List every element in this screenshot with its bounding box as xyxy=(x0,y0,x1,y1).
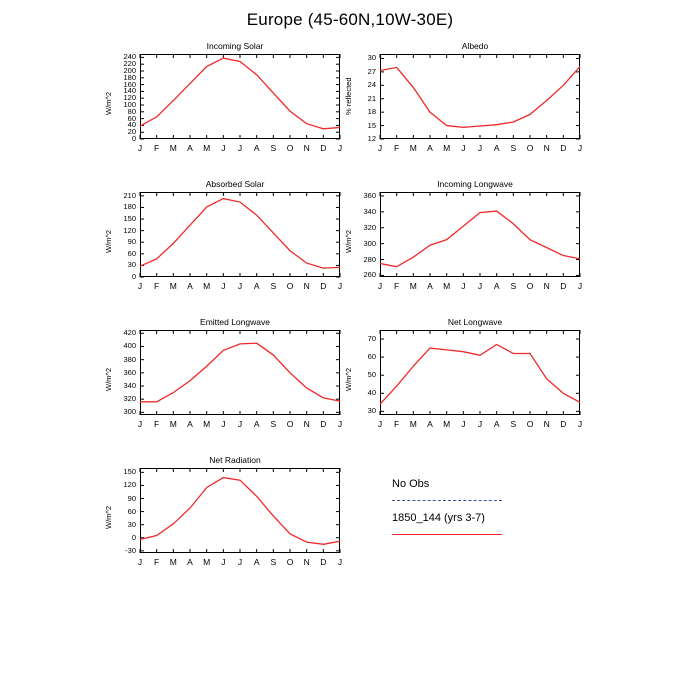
x-axis-tick-label: J xyxy=(221,143,226,153)
y-axis-tick-label: 240 xyxy=(123,52,136,62)
x-axis-tick-label: O xyxy=(286,419,294,429)
x-axis-tick-label: M xyxy=(409,419,417,429)
data-series-line xyxy=(380,211,580,267)
y-axis-tick-label: 200 xyxy=(123,66,136,75)
x-axis-tick-label: J xyxy=(577,281,583,291)
y-axis-tick-label: 210 xyxy=(123,190,136,200)
data-series-line xyxy=(140,199,340,269)
y-axis-tick-label: 60 xyxy=(127,506,136,516)
y-axis-tick-label: 20 xyxy=(127,127,136,137)
x-axis-tick-label: A xyxy=(427,281,433,291)
x-axis-tick-label: J xyxy=(337,419,343,429)
x-axis-tick-label: F xyxy=(154,281,160,291)
y-axis-tick-label: 15 xyxy=(367,120,376,130)
x-axis-tick-label: J xyxy=(237,419,243,429)
x-axis-tick-label: J xyxy=(237,557,243,567)
y-axis-tick-label: 18 xyxy=(367,107,376,117)
legend-label: No Obs xyxy=(392,478,430,490)
x-axis-tick-label: A xyxy=(253,281,260,291)
x-axis-tick-label: F xyxy=(154,557,160,567)
x-axis-tick-label: N xyxy=(303,281,310,291)
y-axis-tick-label: 90 xyxy=(127,493,136,503)
y-axis-label: W/m^2 xyxy=(104,91,113,115)
y-axis-tick-label: 280 xyxy=(363,254,376,264)
y-axis-tick-label: 340 xyxy=(363,206,376,216)
y-axis-tick-label: 400 xyxy=(123,341,136,351)
x-axis-tick-label: S xyxy=(270,557,277,567)
x-axis-tick-label: D xyxy=(320,419,327,429)
x-axis-tick-label: M xyxy=(169,557,177,567)
y-axis-tick-label: 140 xyxy=(123,86,136,96)
x-axis-tick-label: F xyxy=(394,419,400,429)
x-axis-tick-label: O xyxy=(286,281,294,291)
x-axis-tick-label: M xyxy=(169,143,177,153)
y-axis-tick-label: 220 xyxy=(123,59,136,69)
y-axis-tick-label: 150 xyxy=(123,214,136,224)
x-axis-tick-label: O xyxy=(526,281,534,291)
y-axis-label: W/m^2 xyxy=(104,229,113,253)
y-axis-tick-label: 60 xyxy=(127,113,136,123)
data-series-line xyxy=(380,67,580,128)
legend-line-dashed xyxy=(392,500,502,501)
chart-panel-emitted-longwave xyxy=(104,317,343,433)
x-axis-tick-label: J xyxy=(377,419,383,429)
chart-title: Absorbed Solar xyxy=(205,179,265,189)
x-axis-tick-label: J xyxy=(577,419,583,429)
x-axis-tick-label: J xyxy=(461,419,466,429)
y-axis-tick-label: 90 xyxy=(127,237,136,247)
y-axis-tick-label: 40 xyxy=(127,120,136,130)
chart-svg xyxy=(130,456,340,571)
x-axis-tick-label: D xyxy=(560,281,567,291)
y-axis-tick-label: 420 xyxy=(123,328,136,338)
chart-panel-net-radiation xyxy=(104,455,343,571)
x-axis-tick-label: J xyxy=(377,281,383,291)
x-axis-tick-label: D xyxy=(320,281,327,291)
chart-svg xyxy=(370,318,580,433)
x-axis-tick-label: A xyxy=(493,143,500,153)
y-axis-tick-label: 300 xyxy=(123,407,136,417)
x-axis-tick-label: N xyxy=(543,281,550,291)
chart-svg xyxy=(370,180,580,295)
y-axis-label: W/m^2 xyxy=(344,229,353,253)
legend xyxy=(392,478,532,546)
x-axis-tick-label: J xyxy=(477,419,483,429)
x-axis-tick-label: J xyxy=(337,281,343,291)
x-axis-tick-label: A xyxy=(187,281,193,291)
y-axis-tick-label: 40 xyxy=(367,388,376,398)
x-axis-tick-label: O xyxy=(526,143,534,153)
x-axis-tick-label: J xyxy=(237,143,243,153)
y-axis-tick-label: 180 xyxy=(123,72,136,82)
x-axis-tick-label: O xyxy=(286,143,294,153)
chart-svg xyxy=(370,42,580,157)
x-axis-tick-label: J xyxy=(221,419,226,429)
x-axis-tick-label: A xyxy=(187,419,193,429)
x-axis-tick-label: J xyxy=(137,281,143,291)
chart-title: Net Radiation xyxy=(209,455,261,465)
data-series-line xyxy=(380,344,580,404)
y-axis-label: W/m^2 xyxy=(344,367,353,391)
x-axis-tick-label: N xyxy=(303,419,310,429)
chart-title: Albedo xyxy=(461,41,489,51)
x-axis-tick-label: N xyxy=(303,557,310,567)
x-axis-tick-label: M xyxy=(409,143,417,153)
x-axis-tick-label: M xyxy=(443,281,451,291)
y-axis-tick-label: 12 xyxy=(367,134,376,143)
x-axis-tick-label: J xyxy=(377,143,383,153)
x-axis-tick-label: D xyxy=(320,143,327,153)
y-axis-tick-label: 100 xyxy=(123,100,136,109)
y-axis-tick-label: 120 xyxy=(123,93,136,103)
x-axis-tick-label: J xyxy=(137,419,143,429)
y-axis-tick-label: 70 xyxy=(367,334,376,344)
y-axis-tick-label: 340 xyxy=(123,381,136,390)
chart-panel-incoming-solar xyxy=(104,41,343,157)
y-axis-tick-label: 50 xyxy=(367,370,376,380)
x-axis-tick-label: A xyxy=(493,419,500,429)
x-axis-tick-label: J xyxy=(461,281,466,291)
y-axis-tick-label: 150 xyxy=(123,467,136,477)
x-axis-tick-label: J xyxy=(337,143,343,153)
x-axis-tick-label: J xyxy=(237,281,243,291)
x-axis-tick-label: M xyxy=(409,281,417,291)
y-axis-tick-label: 30 xyxy=(127,519,136,529)
x-axis-tick-label: F xyxy=(154,143,160,153)
x-axis-tick-label: M xyxy=(443,419,451,429)
legend-entry xyxy=(392,512,532,546)
x-axis-tick-label: J xyxy=(137,557,143,567)
x-axis-tick-label: M xyxy=(203,281,211,291)
x-axis-tick-label: N xyxy=(303,143,310,153)
legend-line-solid xyxy=(392,534,502,535)
y-axis-label: W/m^2 xyxy=(104,367,113,391)
y-axis-tick-label: 60 xyxy=(127,248,136,258)
chart-svg xyxy=(130,42,340,157)
x-axis-tick-label: A xyxy=(427,143,433,153)
x-axis-tick-label: N xyxy=(543,143,550,153)
x-axis-tick-label: D xyxy=(320,557,327,567)
x-axis-tick-label: J xyxy=(477,281,483,291)
y-axis-tick-label: 60 xyxy=(367,352,376,362)
x-axis-tick-label: J xyxy=(221,281,226,291)
x-axis-tick-label: J xyxy=(577,143,583,153)
y-axis-tick-label: 24 xyxy=(367,80,376,90)
y-axis-tick-label: 30 xyxy=(127,260,136,270)
chart-svg xyxy=(130,180,340,295)
y-axis-tick-label: 0 xyxy=(131,532,136,542)
chart-panel-net-longwave xyxy=(344,317,583,433)
x-axis-tick-label: S xyxy=(510,281,517,291)
x-axis-tick-label: A xyxy=(253,143,260,153)
data-series-line xyxy=(140,58,340,129)
y-axis-tick-label: 80 xyxy=(127,106,136,116)
y-axis-tick-label: 30 xyxy=(367,406,376,416)
x-axis-tick-label: S xyxy=(270,281,277,291)
chart-title: Incoming Longwave xyxy=(437,179,513,189)
x-axis-tick-label: J xyxy=(221,557,226,567)
x-axis-tick-label: M xyxy=(169,419,177,429)
chart-title: Net Longwave xyxy=(447,317,503,327)
x-axis-tick-label: M xyxy=(203,419,211,429)
page-title: Europe (45-60N,10W-30E) xyxy=(246,10,454,29)
y-axis-tick-label: 260 xyxy=(363,270,376,280)
data-series-line xyxy=(140,343,340,402)
x-axis-tick-label: S xyxy=(270,143,277,153)
x-axis-tick-label: F xyxy=(394,281,400,291)
chart-title: Incoming Solar xyxy=(206,41,264,51)
x-axis-tick-label: O xyxy=(526,419,534,429)
x-axis-tick-label: M xyxy=(443,143,451,153)
y-axis-tick-label: 27 xyxy=(367,66,376,76)
y-axis-tick-label: 360 xyxy=(123,367,136,377)
x-axis-tick-label: S xyxy=(510,419,517,429)
y-axis-tick-label: 380 xyxy=(123,354,136,364)
y-axis-tick-label: 120 xyxy=(123,225,136,235)
x-axis-tick-label: J xyxy=(137,143,143,153)
x-axis-tick-label: J xyxy=(337,557,343,567)
chart-panel-incoming-longwave xyxy=(344,179,583,295)
chart-panel-absorbed-solar xyxy=(104,179,343,295)
x-axis-tick-label: A xyxy=(427,419,433,429)
y-axis-tick-label: 360 xyxy=(363,190,376,200)
y-axis-label: W/m^2 xyxy=(104,505,113,529)
y-axis-tick-label: 180 xyxy=(123,202,136,212)
x-axis-tick-label: J xyxy=(477,143,483,153)
x-axis-tick-label: A xyxy=(493,281,500,291)
x-axis-tick-label: F xyxy=(154,419,160,429)
x-axis-tick-label: O xyxy=(286,557,294,567)
x-axis-tick-label: A xyxy=(253,419,260,429)
x-axis-tick-label: D xyxy=(560,419,567,429)
y-axis-tick-label: 30 xyxy=(367,53,376,63)
y-axis-tick-label: 120 xyxy=(123,480,136,490)
y-axis-tick-label: 320 xyxy=(363,222,376,232)
x-axis-tick-label: D xyxy=(560,143,567,153)
chart-svg xyxy=(130,318,340,433)
y-axis-label: % reflected xyxy=(344,76,353,115)
x-axis-tick-label: M xyxy=(203,143,211,153)
x-axis-tick-label: M xyxy=(169,281,177,291)
x-axis-tick-label: S xyxy=(510,143,517,153)
x-axis-tick-label: F xyxy=(394,143,400,153)
x-axis-tick-label: S xyxy=(270,419,277,429)
chart-title: Emitted Longwave xyxy=(200,317,270,327)
x-axis-tick-label: A xyxy=(187,557,193,567)
x-axis-tick-label: A xyxy=(187,143,193,153)
y-axis-tick-label: 320 xyxy=(123,394,136,404)
chart-panel-albedo xyxy=(344,41,583,157)
legend-entry xyxy=(392,478,532,512)
data-series-line xyxy=(140,478,340,545)
y-axis-tick-label: 160 xyxy=(123,79,136,89)
y-axis-tick-label: 0 xyxy=(131,272,136,281)
legend-label: 1850_144 (yrs 3-7) xyxy=(392,512,485,524)
y-axis-tick-label: 300 xyxy=(363,238,376,248)
y-axis-tick-label: -30 xyxy=(125,545,136,555)
x-axis-tick-label: J xyxy=(461,143,466,153)
y-axis-tick-label: 0 xyxy=(131,134,136,143)
x-axis-tick-label: A xyxy=(253,557,260,567)
x-axis-tick-label: N xyxy=(543,419,550,429)
y-axis-tick-label: 21 xyxy=(367,93,376,103)
x-axis-tick-label: M xyxy=(203,557,211,567)
